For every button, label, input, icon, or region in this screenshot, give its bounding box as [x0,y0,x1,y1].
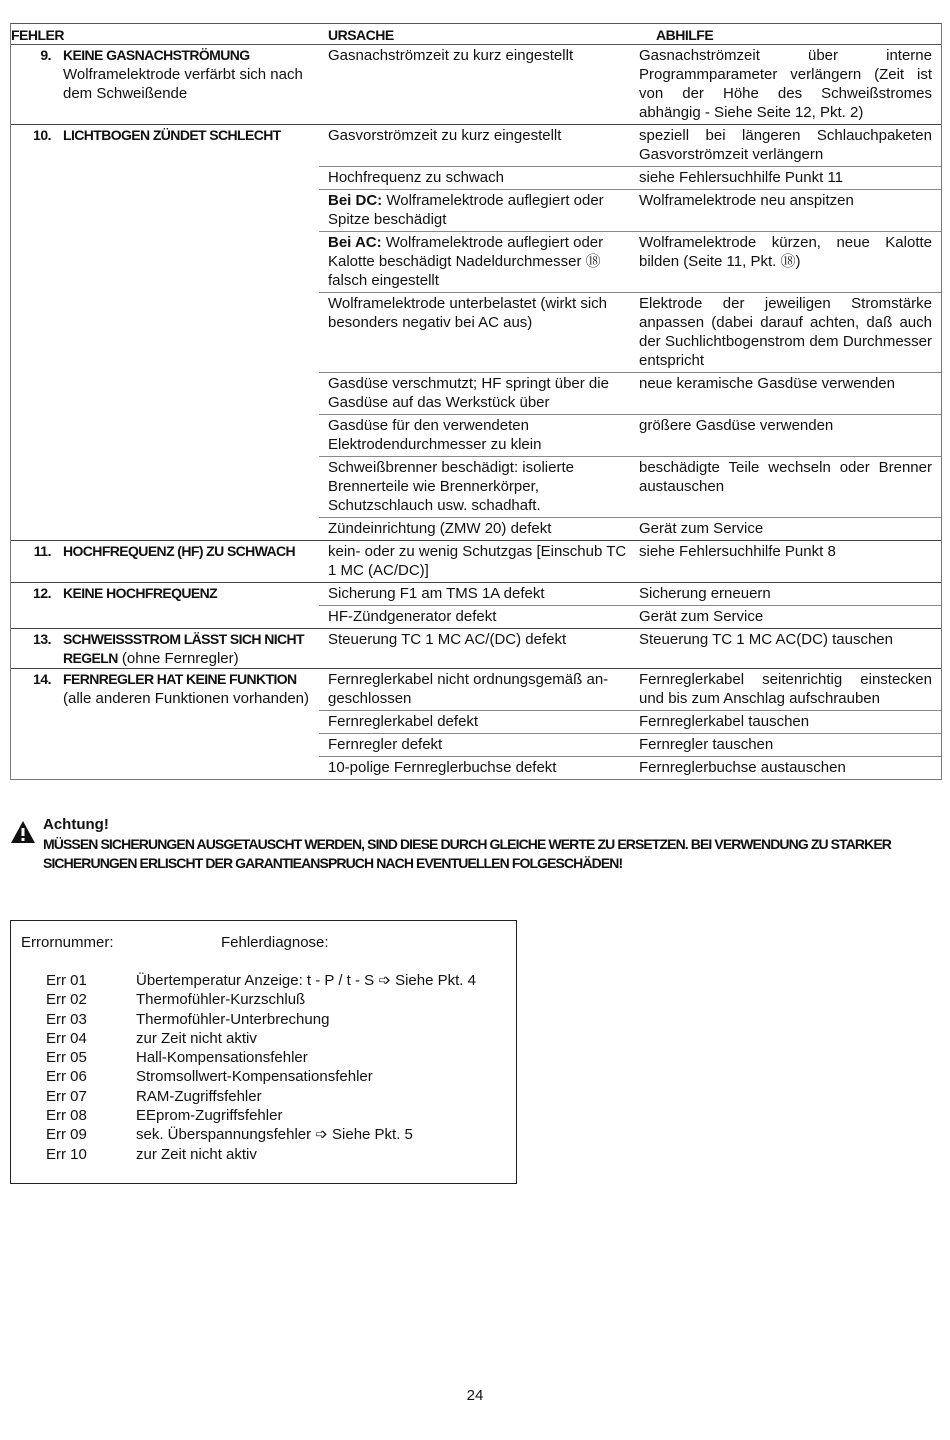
cause-text: Fernregler defekt [328,736,443,753]
cause-prefix: Bei AC: [328,234,382,251]
error-row [46,1087,476,1106]
cause-cell [319,735,638,754]
cause-remedy-row [319,45,941,124]
cause-text: Gasdüse verschmutzt; HF springt über die Gasdüse auf das Werkstück über [328,375,609,411]
error-code-box [10,920,517,1184]
cause-remedy-row [319,518,941,540]
cause-cell [319,542,638,580]
cause-cell [319,519,638,538]
fault-cell [11,669,319,779]
cause-remedy-row [319,757,941,779]
error-row [46,1145,476,1164]
cause-remedy-row [319,629,941,651]
error-text: Thermofühler-Unterbrechung [136,1010,330,1028]
cause-cell [319,126,638,164]
warning-title: Achtung! [43,816,109,833]
error-code: Err 03 [46,1010,87,1028]
troubleshooting-table [10,23,942,780]
fault-group [11,583,941,629]
cause-cell [319,416,638,454]
fault-cell [11,541,319,582]
fault-cell [11,629,319,668]
error-code: Err 10 [46,1145,87,1163]
cause-remedy-row [319,734,941,757]
fault-title: KEINE HOCHFREQUENZ [63,585,218,601]
remedy-cell: Gerät zum Service [639,608,764,625]
error-row [46,1125,476,1144]
remedy-cell: neue keramische Gasdüse verwenden [639,375,895,392]
fault-group [11,541,941,583]
fault-title-suffix: (ohne Fernregler) [121,650,239,667]
fault-number: 10. [33,127,51,143]
error-row [46,971,476,990]
error-row [46,1106,476,1125]
remedy-cell: Fernreglerkabel tauschen [639,713,810,730]
cause-cell [319,630,638,649]
error-row [46,1048,476,1067]
error-text: Stromsollwert-Kompensationsfehler [136,1068,373,1086]
remedy-cell: siehe Fehlersuchhilfe Punkt 11 [639,169,844,186]
fault-cell [11,583,319,628]
fault-description: (alle anderen Funktionen vorhanden) [63,690,309,707]
error-text: RAM-Zugriffsfehler [136,1087,262,1105]
error-text: sek. Überspannungsfehler ➩ Siehe Pkt. 5 [136,1126,413,1144]
cause-text: Zündeinrichtung (ZMW 20) defekt [328,520,552,537]
remedy-cell: Fernreglerkabel seitenrichtig einstecken und bis zum Anschlag aufschrauben [639,671,932,707]
remedy-cell: Fernregler tauschen [639,736,774,753]
error-row [46,1010,476,1029]
error-text: Thermofühler-Kurzschluß [136,991,306,1009]
fault-title: FERNREGLER HAT KEINE FUNKTION [63,671,297,687]
error-code: Err 09 [46,1126,87,1144]
cause-text: Fernreglerkabel nicht ordnungsgemäß an-geschlossen [328,671,609,707]
cause-cell [319,374,638,412]
cause-remedy-row [319,541,941,582]
remedy-cell: speziell bei längeren Schlauchpaketen Gasvorströmzeit verlängern [639,127,932,163]
error-row [46,1029,476,1048]
fault-title: HOCHFREQUENZ (HF) ZU SCHWACH [63,543,296,559]
cause-cell [319,294,638,370]
error-row [46,990,476,1009]
error-code: Err 04 [46,1029,87,1047]
fault-description: Wolframelektrode verfärbt sich nach dem Schweißende [63,66,303,102]
cause-text: Gasvorströmzeit zu kurz eingestellt [328,127,562,144]
cause-text: Gasnachströmzeit zu kurz eingestellt [328,47,574,64]
cause-text: HF-Zündgenerator defekt [328,608,497,625]
cause-remedy-row [319,583,941,606]
error-code: Err 08 [46,1107,87,1125]
cause-text: Wolframelektrode unterbelastet (wirkt sich besonders negativ bei AC aus) [328,295,607,331]
cause-text: Wolframelektrode auflegiert oder Kalotte beschädigt Nadeldurchmesser ⑱ falsch eingestellt [328,234,604,289]
cause-cell [319,46,638,122]
warning-text: MÜSSEN SICHERUNGEN AUSGETAUSCHT WERDEN, SIND DIESE DURCH GLEICHE WERTE ZU ERSETZEN. BEI VERWENDUNG ZU STARKER SICHERUNGEN ERLISCHT DER GARANTIEANSPRUCH NACH EVENTUELLEN FOLGESCHÄDEN! [43,836,891,871]
error-text: Hall-Kompensationsfehler [136,1049,308,1067]
cause-text: Steuerung TC 1 MC AC/(DC) defekt [328,631,567,648]
fault-group [11,669,941,779]
cause-text: Gasdüse für den verwendeten Elektrodendurchmesser zu klein [328,417,542,453]
error-diagnosis-heading: Fehlerdiagnose: [221,934,329,951]
fault-number: 14. [33,671,51,687]
cause-cell [319,191,638,229]
cause-cell [319,458,638,515]
cause-text: kein- oder zu wenig Schutzgas [Einschub TC 1 MC (AC/DC)] [328,543,627,579]
remedy-cell: Wolframelektrode kürzen, neue Kalotte bilden (Seite 11, Pkt. ⑱) [639,234,932,270]
remedy-cell: Gerät zum Service [639,520,764,537]
remedy-cell: Sicherung erneuern [639,585,771,602]
error-code: Err 06 [46,1068,87,1086]
table-header [11,23,941,45]
cause-remedy-row [319,293,941,373]
cause-remedy-row [319,606,941,628]
error-text: zur Zeit nicht aktiv [136,1029,257,1047]
remedy-cell: Wolframelektrode neu anspitzen [639,192,854,209]
cause-remedy-row [319,711,941,734]
remedy-cell: größere Gasdüse verwenden [639,417,834,434]
remedy-cell: Gasnachströmzeit über interne Programmparameter verlängern (Zeit ist von der Höhe des Schweißstromes abhängig - Siehe Seite 12, Pkt. 2) [639,47,932,121]
remedy-cell: Fernreglerbuchse austauschen [639,759,846,776]
fault-number: 12. [33,585,51,601]
fault-group [11,629,941,669]
fault-cell [11,45,319,124]
cause-remedy-row [319,125,941,167]
error-text: EEprom-Zugriffsfehler [136,1107,283,1125]
cause-text: 10-polige Fernreglerbuchse defekt [328,759,557,776]
error-text: zur Zeit nicht aktiv [136,1145,257,1163]
cause-cell [319,233,638,290]
fault-number: 9. [40,47,51,63]
error-code: Err 07 [46,1087,87,1105]
fault-title: KEINE GASNACHSTRÖMUNG [63,47,250,63]
error-code: Err 01 [46,972,87,989]
cause-remedy-row [319,190,941,232]
error-row [46,1067,476,1086]
fault-title: SCHWEISSSTROM LÄSST SICH NICHT REGELN [63,631,305,666]
remedy-cell: Steuerung TC 1 MC AC(DC) tauschen [639,631,893,648]
cause-text: Schweißbrenner beschädigt: isolierte Brennerteile wie Brennerkörper, Schutzschlauch usw. schadhaft. [328,459,574,514]
cause-text: Sicherung F1 am TMS 1A defekt [328,585,545,602]
page-number: 24 [466,1387,484,1404]
error-text: Übertemperatur Anzeige: t - P / t - S ➩ Siehe Pkt. 4 [136,972,476,989]
cause-remedy-row [319,373,941,415]
header-abhilfe: ABHILFE [656,27,714,43]
cause-prefix: Bei DC: [328,192,383,209]
cause-text: Fernreglerkabel defekt [328,713,479,730]
fault-title: LICHTBOGEN ZÜNDET SCHLECHT [63,127,281,143]
cause-cell [319,168,638,187]
fault-cell [11,125,319,540]
remedy-cell: beschädigte Teile wechseln oder Brenner austauschen [639,459,932,495]
fault-number: 11. [33,543,51,559]
cause-text: Hochfrequenz zu schwach [328,169,504,186]
cause-remedy-row [319,167,941,190]
remedy-cell: siehe Fehlersuchhilfe Punkt 8 [639,543,836,560]
cause-cell [319,607,638,626]
cause-remedy-row [319,457,941,518]
cause-cell [319,712,638,731]
cause-cell [319,758,638,777]
cause-remedy-row [319,232,941,293]
header-fehler: FEHLER [11,27,64,43]
fault-group [11,125,941,541]
error-header [21,933,329,952]
error-code-heading: Errornummer: [21,934,114,951]
cause-text: Wolframelektrode auflegiert oder Spitze beschädigt [328,192,604,228]
warning-triangle-icon [10,820,36,844]
fault-group [11,45,941,125]
error-code: Err 02 [46,991,87,1009]
cause-remedy-row [319,415,941,457]
header-ursache: URSACHE [328,27,394,43]
error-list [46,971,476,1164]
error-code: Err 05 [46,1049,87,1067]
cause-cell [319,670,638,708]
remedy-cell: Elektrode der jeweiligen Stromstärke anpassen (dabei darauf achten, daß auch der Suchlichtbogenstrom dem Durchmesser entspricht [639,295,932,369]
fault-number: 13. [33,631,51,647]
cause-cell [319,584,638,603]
cause-remedy-row [319,669,941,711]
